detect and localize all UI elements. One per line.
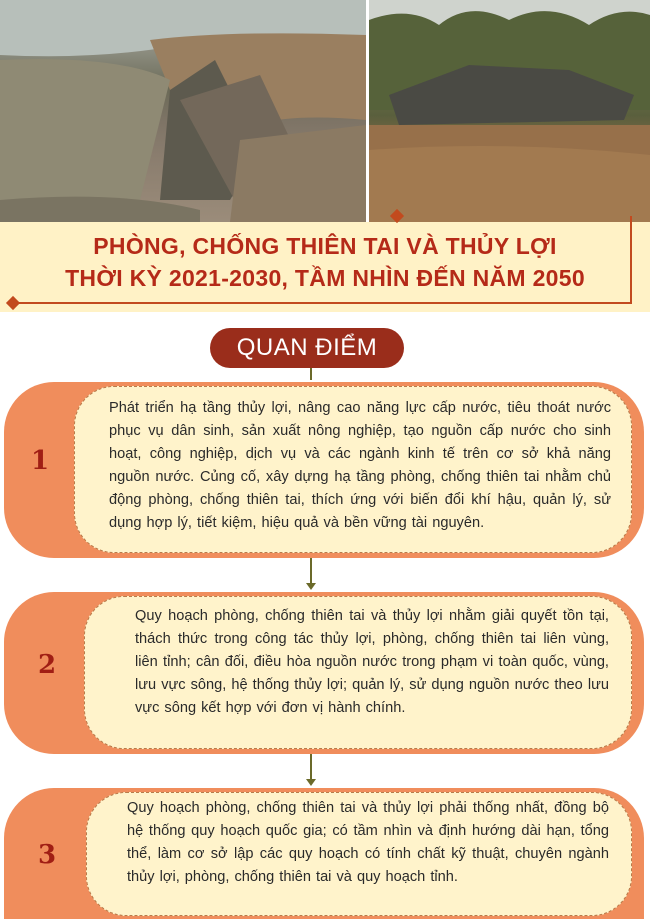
- viewpoint-card-1: [4, 382, 644, 558]
- flooded-house-photo: [369, 0, 650, 222]
- arrow-down-icon: [306, 779, 316, 786]
- viewpoint-text: Quy hoạch phòng, chống thiên tai và thủy lợi phải thống nhất, đồng bộ hệ thống quy hoạch quốc gia; có tầm nhìn và định hướng dài hạn, tổng thể, làm cơ sở lập các quy hoạch có tính chất kỹ thuật, chuyên ngành thủy lợi, phòng, chống thiên tai và quy hoạch tỉnh.: [127, 800, 609, 885]
- viewpoint-number: 2: [37, 650, 57, 680]
- flood-illustration: [369, 0, 650, 222]
- connector-line: [310, 558, 312, 584]
- viewpoint-text-box: [84, 596, 632, 749]
- section-header-pill: QUAN ĐIỂM: [210, 328, 404, 368]
- viewpoint-card-2: [4, 592, 644, 754]
- viewpoint-text-box: [74, 386, 632, 553]
- title-line-1: PHÒNG, CHỐNG THIÊN TAI VÀ THỦY LỢI: [93, 233, 557, 259]
- viewpoint-text: Quy hoạch phòng, chống thiên tai và thủy lợi nhằm giải quyết tồn tại, thách thức trong công tác thủy lợi, phòng, chống thiên tai liên vùng, liên tỉnh; cân đối, điều hòa nguồn nước trong phạm vi toàn quốc, vùng, lưu vực sông, hệ thống thủy lợi; quản lý, sử dụng nguồn nước theo lưu vực sông kết hợp với đơn vị hành chính.: [135, 608, 609, 716]
- viewpoint-card-3: [4, 788, 644, 919]
- connector-line: [310, 754, 312, 780]
- viewpoint-number: 1: [30, 446, 50, 476]
- viewpoint-number: 3: [37, 840, 57, 870]
- dam-illustration: [0, 0, 366, 222]
- title-line-2: THỜI KỲ 2021-2030, TẦM NHÌN ĐẾN NĂM 2050: [65, 265, 585, 291]
- connector-line: [310, 368, 312, 380]
- viewpoint-text: Phát triển hạ tầng thủy lợi, nâng cao năng lực cấp nước, tiêu thoát nước phục vụ dân sinh, sản xuất nông nghiệp, tạo nguồn cấp nước cho sinh hoạt, công nghiệp, dịch vụ và các ngành kinh tế trên cơ sở khả năng nguồn nước. Củng cố, xây dựng hạ tầng phòng, chống thiên tai nhằm chủ động phòng, chống thiên tai, thích ứng với biến đổi khí hậu, quản lý, sử dụng hợp lý, tiết kiệm, hiệu quả và bền vững tài nguyên.: [109, 400, 611, 531]
- viewpoint-text-box: [86, 792, 632, 916]
- dam-construction-photo: [0, 0, 366, 222]
- arrow-down-icon: [306, 583, 316, 590]
